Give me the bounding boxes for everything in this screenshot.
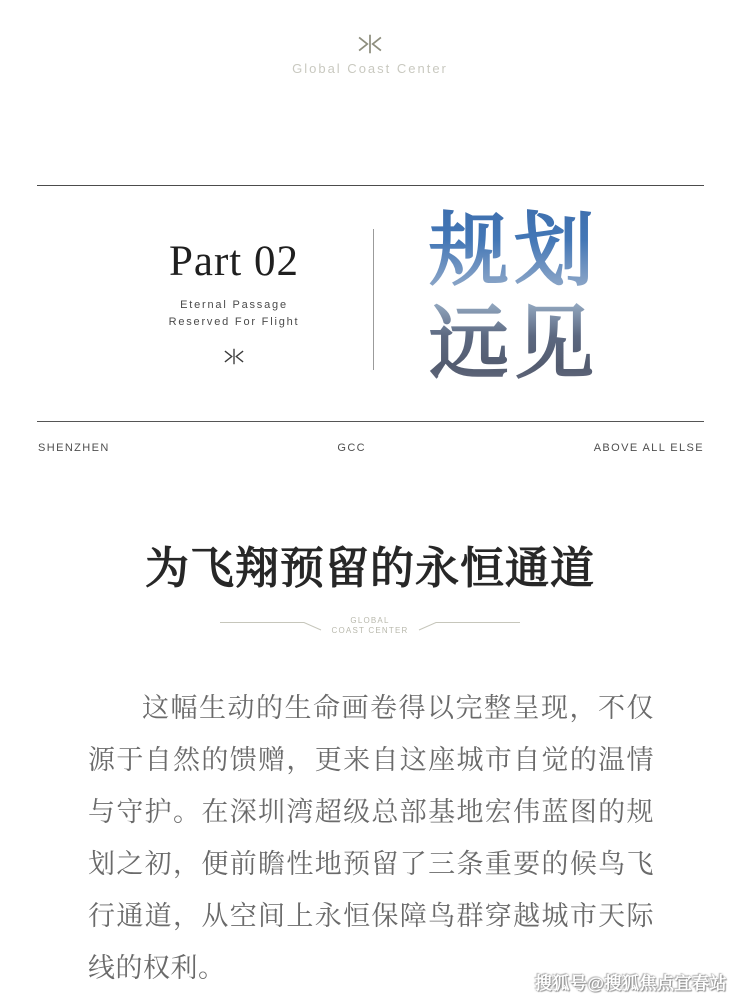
emblem-left-line-icon bbox=[220, 619, 322, 632]
meta-row bbox=[38, 442, 704, 454]
vertical-divider bbox=[373, 229, 374, 370]
part-label: Part 02 bbox=[168, 238, 300, 285]
body-paragraph: 这幅生动的生命画卷得以完整呈现，不仅源于自然的馈赠，更来自这座城市自觉的温情与守护。在深圳湾超级总部基地宏伟蓝图的规划之初，便前瞻性地预留了三条重要的候鸟飞行通道，从空间上永恒保障鸟群穿越城市天际线的权利。 bbox=[88, 693, 654, 983]
vision-title-line1: 规划 bbox=[429, 208, 599, 296]
top-divider bbox=[37, 185, 704, 186]
emblem-right-line-icon bbox=[418, 619, 520, 632]
vision-title bbox=[424, 206, 604, 392]
brand-name: Global Coast Center bbox=[292, 61, 448, 76]
section-heading: 为飞翔预留的永恒通道 bbox=[145, 544, 595, 593]
emblem-text-line1: GLOBAL bbox=[350, 616, 390, 625]
part-subtitle-line2: Reserved For Flight bbox=[168, 316, 300, 328]
vision-title-line2: 远见 bbox=[429, 301, 599, 389]
part-header-block bbox=[146, 240, 322, 370]
meta-label-city: SHENZHEN bbox=[38, 442, 110, 454]
watermark: 搜狐号@搜狐焦点宜春站 bbox=[534, 974, 727, 993]
brand-logo-icon bbox=[358, 34, 382, 54]
emblem-text bbox=[332, 616, 409, 635]
emblem-text-line2: COAST CENTER bbox=[331, 625, 409, 635]
section-emblem bbox=[0, 616, 740, 635]
meta-label-brand: GCC bbox=[337, 442, 367, 454]
part-subtitle-line1: Eternal Passage bbox=[180, 299, 288, 311]
middle-divider bbox=[37, 421, 704, 422]
meta-label-slogan: ABOVE ALL ELSE bbox=[593, 442, 704, 454]
brand-header bbox=[0, 34, 740, 76]
brand-mark-icon bbox=[224, 348, 244, 365]
